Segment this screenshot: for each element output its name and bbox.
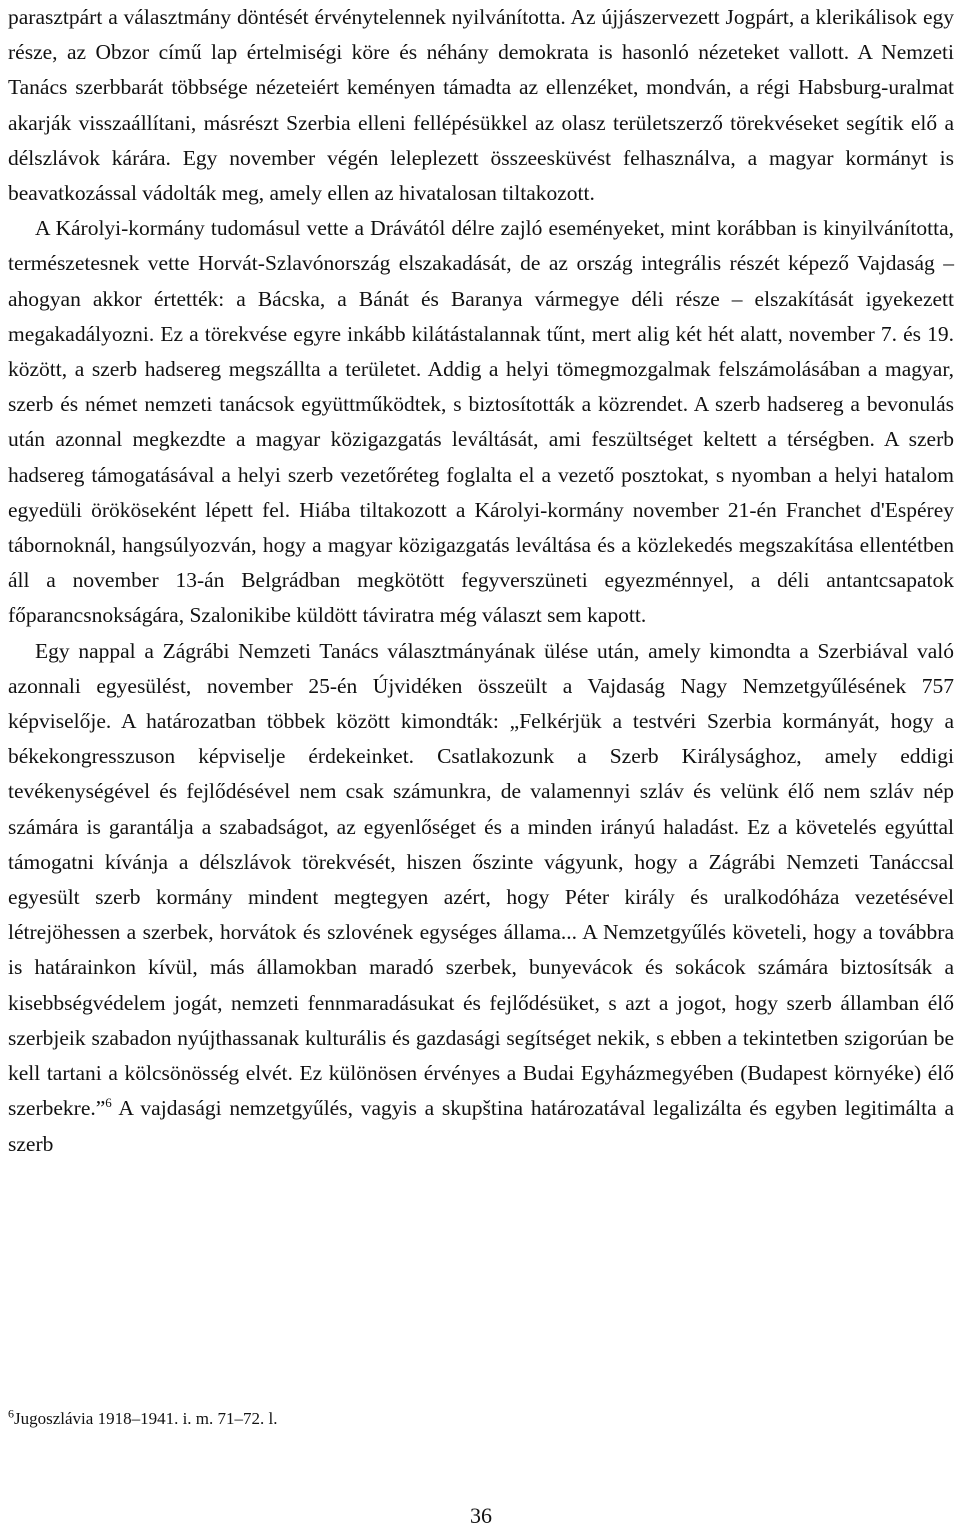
paragraph-3-continuation: A vajdasági nemzetgyűlés, vagyis a skupština határozatával legalizálta és egyben legitimálta a szerb xyxy=(8,1096,954,1156)
footnote xyxy=(8,1408,277,1430)
document-page xyxy=(8,0,954,1535)
paragraph-3-text: Egy nappal a Zágrábi Nemzeti Tanács választmányának ülése után, amely kimondta a Szerbiával való azonnali egyesülést, november 25-én Újvidéken összeült a Vajdaság Nagy Nemzetgyűlésének 757 képviselője. A határozatban többek között kimondták: „Felkérjük a testvéri Szerbia kormányát, hogy a békekongresszuson képviselje érdekeinket. Csatlakozunk a Szerb Királysághoz, amely eddigi tevékenységével és fejlődésével nem csak számunkra, de valamennyi szláv és velünk élő nem szláv nép számára is garantálja a szabadságot, az egyenlőséget és a minden irányú haladást. Ez a követelés egyúttal támogatni kívánja a délszlávok törekvését, hiszen őszinte vágyunk, hogy a Zágrábi Nemzeti Tanáccsal egyesült szerb kormány mindent megtegyen azért, hogy Péter király és uralkodóháza vezetésével létrejöhessen a szerbek, horvátok és szlovének egységes állama... A Nemzetgyűlés követeli, hogy a továbbra is határainkon kívül, más államokban maradó szerbek, bunyevácok és sokácok számára biztosítsák a kisebbségvédelem jogát, nemzeti fennmaradásukat és fejlődésüket, s azt a jogot, hogy szerb államban élő szerbjeik szabadon nyújthassanak kulturális és gazdasági segítséget nekik, s ebben a tekintetben szigorúan be kell tartani a kölcsönösség elvét. Ez különösen érvényes a Budai Egyházmegyében (Budapest környéke) élő szerbekre.” xyxy=(8,638,954,1121)
paragraph-3 xyxy=(8,634,954,1162)
footnote-text: Jugoszlávia 1918–1941. i. m. 71–72. l. xyxy=(14,1409,278,1428)
paragraph-2: A Károlyi-kormány tudomásul vette a Drávától délre zajló eseményeket, mint korábban is kinyilvánította, természetesnek vette Horvát-Szlavónország elszakadását, de az ország integrális részét képező Vajdaság – ahogyan akkor értették: a Bácska, a Bánát és Baranya vármegye déli része – elszakítását igyekezett megakadályozni. Ez a törekvése egyre inkább kilátástalannak tűnt, mert alig két hét alatt, november 7. és 19. között, a szerb hadsereg megszállta a területet. Addig a helyi tömegmozgalmak felszámolásában a magyar, szerb és német nemzeti tanácsok együttműködtek, s biztosították a közrendet. A szerb hadsereg a bevonulás után azonnal megkezdte a magyar közigazgatás leváltását, ami feszültséget keltett a térségben. A szerb hadsereg támogatásával a helyi szerb vezetőréteg foglalta el a vezető posztokat, s nyomban a helyi hatalom egyedüli örököseként lépett fel. Hiába tiltakozott a Károlyi-kormány november 21-én Franchet d'Espérey tábornoknál, hangsúlyozván, hogy a magyar közigazgatás leváltása és a közlekedés megszakítása ellentétben áll a november 13-án Belgrádban megkötött fegyverszüneti egyezménnyel, a déli antantcsapatok főparancsnokságára, Szalonikibe küldött táviratra még választ sem kapott. xyxy=(8,216,954,628)
page-number: 36 xyxy=(470,1503,492,1528)
paragraph-1: parasztpárt a választmány döntését érvénytelennek nyilvánította. Az újjászervezett Jogpárt, a klerikálisok egy része, az Obzor című lap értelmiségi köre és néhány demokrata is hasonló nézeteket vallott. A Nemzeti Tanács szerbbarát többsége nézeteiért keményen támadta az ellenzéket, mondván, a régi Habsburg-uralmat akarják visszaállítani, másrészt Szerbia elleni fellépésükkel az olasz területszerző törekvéseket segítik elő a délszlávok kárára. Egy november végén leleplezett összeesküvést felhasználva, a magyar kormányt is beavatkozással vádolták meg, amely ellen az hivatalosan tiltakozott. xyxy=(8,5,954,206)
body-text xyxy=(8,0,954,1162)
footnote-reference[interactable]: 6 xyxy=(105,1095,112,1111)
footnote-number: 6 xyxy=(8,1406,14,1421)
